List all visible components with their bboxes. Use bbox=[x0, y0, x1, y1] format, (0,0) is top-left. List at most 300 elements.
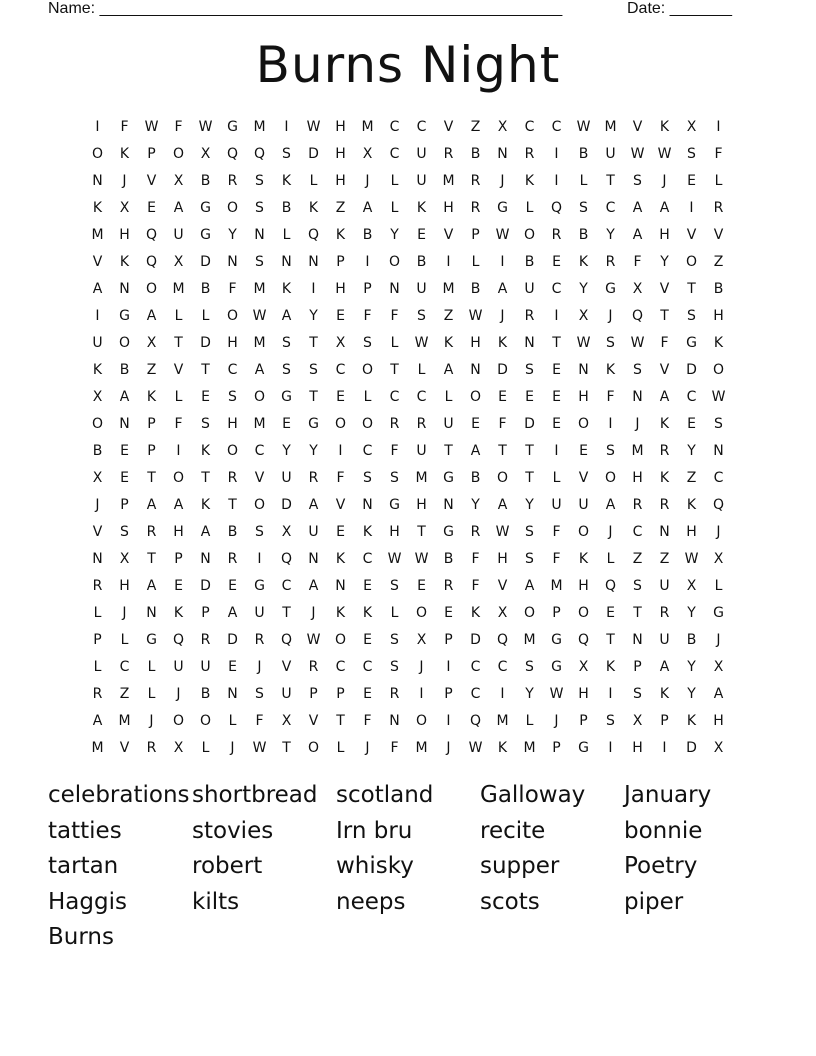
grid-letter: I bbox=[365, 254, 370, 270]
grid-letter: S bbox=[606, 335, 615, 351]
grid-letter: E bbox=[201, 389, 210, 405]
grid-letter: Y bbox=[687, 605, 696, 621]
grid-letter: T bbox=[687, 281, 696, 297]
grid-letter: M bbox=[550, 578, 563, 594]
grid-letter: N bbox=[524, 335, 535, 351]
grid-letter: C bbox=[389, 119, 400, 135]
grid-letter: T bbox=[417, 524, 426, 540]
word-bank-item: piper bbox=[624, 888, 684, 915]
grid-letter: E bbox=[525, 389, 534, 405]
grid-letter: N bbox=[227, 254, 238, 270]
grid-letter: K bbox=[200, 443, 211, 459]
grid-letter: L bbox=[390, 200, 399, 216]
grid-letter: V bbox=[281, 659, 292, 675]
grid-letter: W bbox=[414, 551, 429, 567]
grid-letter: L bbox=[174, 308, 183, 324]
grid-row bbox=[84, 465, 734, 492]
grid-letter: D bbox=[686, 362, 697, 378]
grid-letter: E bbox=[606, 605, 615, 621]
grid-letter: X bbox=[686, 578, 697, 594]
grid-letter: Y bbox=[660, 254, 669, 270]
grid-letter: Y bbox=[579, 281, 588, 297]
grid-letter: J bbox=[149, 713, 154, 729]
grid-letter: C bbox=[362, 659, 373, 675]
grid-row bbox=[84, 384, 734, 411]
word-bank-item: Galloway bbox=[480, 782, 586, 808]
grid-letter: P bbox=[174, 551, 183, 567]
grid-letter: L bbox=[147, 686, 156, 702]
grid-letter: R bbox=[227, 173, 238, 189]
grid-letter: K bbox=[605, 659, 616, 675]
grid-letter: K bbox=[335, 605, 346, 621]
grid-letter: C bbox=[254, 443, 265, 459]
word-bank-item: Burns bbox=[48, 924, 114, 950]
grid-letter: T bbox=[201, 362, 210, 378]
grid-letter: C bbox=[389, 389, 400, 405]
grid-letter: Y bbox=[228, 227, 237, 243]
grid-letter: T bbox=[282, 605, 291, 621]
grid-letter: V bbox=[713, 227, 724, 243]
grid-letter: D bbox=[200, 335, 211, 351]
grid-letter: K bbox=[362, 524, 373, 540]
word-bank-item: scotland bbox=[336, 782, 434, 808]
grid-letter: X bbox=[713, 551, 724, 567]
grid-letter: V bbox=[92, 254, 103, 270]
grid-letter: S bbox=[525, 362, 534, 378]
grid-letter: Q bbox=[280, 551, 293, 567]
grid-letter: L bbox=[444, 389, 453, 405]
grid-letter: J bbox=[716, 632, 721, 648]
grid-letter: P bbox=[309, 686, 318, 702]
grid-letter: E bbox=[579, 443, 588, 459]
grid-letter: A bbox=[659, 389, 670, 405]
grid-letter: W bbox=[252, 308, 267, 324]
word-bank-item: scots bbox=[480, 888, 540, 915]
grid-letter: X bbox=[416, 632, 427, 648]
grid-letter: E bbox=[552, 416, 561, 432]
grid-letter: R bbox=[92, 578, 103, 594]
grid-letter: A bbox=[119, 389, 130, 405]
grid-letter: K bbox=[578, 551, 589, 567]
grid-letter: T bbox=[660, 308, 669, 324]
grid-letter: A bbox=[146, 497, 157, 513]
grid-letter: V bbox=[254, 470, 265, 486]
grid-letter: J bbox=[446, 740, 451, 756]
grid-letter: G bbox=[578, 740, 589, 756]
grid-letter: H bbox=[335, 146, 346, 162]
grid-letter: O bbox=[334, 632, 347, 648]
grid-letter: O bbox=[307, 740, 320, 756]
word-bank-item: robert bbox=[192, 853, 263, 879]
grid-letter: X bbox=[119, 200, 130, 216]
grid-letter: K bbox=[119, 146, 130, 162]
grid-letter: S bbox=[120, 524, 129, 540]
grid-letter: U bbox=[416, 443, 427, 459]
grid-letter: W bbox=[711, 389, 726, 405]
grid-letter: K bbox=[362, 605, 373, 621]
grid-row bbox=[84, 492, 734, 519]
grid-letter: B bbox=[362, 227, 373, 243]
grid-row bbox=[84, 735, 734, 762]
grid-letter: Q bbox=[712, 497, 725, 513]
grid-letter: J bbox=[500, 173, 505, 189]
grid-letter: S bbox=[687, 146, 696, 162]
grid-letter: B bbox=[200, 686, 211, 702]
grid-letter: O bbox=[226, 443, 239, 459]
grid-letter: W bbox=[306, 119, 321, 135]
grid-letter: H bbox=[416, 497, 427, 513]
grid-letter: L bbox=[93, 659, 102, 675]
grid-letter: I bbox=[419, 686, 424, 702]
grid-letter: A bbox=[713, 686, 724, 702]
grid-letter: E bbox=[147, 200, 156, 216]
grid-letter: X bbox=[632, 713, 643, 729]
grid-letter: W bbox=[468, 308, 483, 324]
grid-letter: S bbox=[525, 524, 534, 540]
grid-letter: T bbox=[525, 470, 534, 486]
grid-letter: Q bbox=[604, 578, 617, 594]
grid-letter: S bbox=[606, 713, 615, 729]
word-bank-item: Haggis bbox=[48, 888, 127, 915]
grid-letter: N bbox=[119, 416, 130, 432]
grid-letter: W bbox=[387, 551, 402, 567]
grid-letter: T bbox=[525, 443, 534, 459]
grid-letter: R bbox=[389, 686, 400, 702]
word-bank-item: tartan bbox=[48, 853, 119, 879]
grid-row bbox=[84, 276, 734, 303]
grid-letter: S bbox=[390, 659, 399, 675]
grid-letter: N bbox=[200, 551, 211, 567]
grid-letter: P bbox=[444, 686, 453, 702]
word-bank-item: supper bbox=[480, 853, 560, 879]
grid-letter: D bbox=[308, 146, 319, 162]
grid-letter: N bbox=[281, 254, 292, 270]
grid-letter: X bbox=[362, 146, 373, 162]
grid-letter: U bbox=[416, 281, 427, 297]
grid-letter: O bbox=[469, 389, 482, 405]
grid-letter: I bbox=[446, 254, 451, 270]
grid-letter: M bbox=[631, 443, 644, 459]
grid-letter: J bbox=[95, 497, 100, 513]
grid-letter: X bbox=[686, 119, 697, 135]
grid-letter: N bbox=[578, 362, 589, 378]
grid-letter: I bbox=[608, 686, 613, 702]
grid-letter: H bbox=[470, 335, 481, 351]
grid-letter: H bbox=[578, 686, 589, 702]
grid-letter: L bbox=[390, 173, 399, 189]
grid-letter: O bbox=[253, 389, 266, 405]
grid-letter: L bbox=[93, 605, 102, 621]
grid-letter: E bbox=[417, 578, 426, 594]
grid-letter: Y bbox=[309, 443, 318, 459]
grid-letter: K bbox=[146, 389, 157, 405]
grid-letter: P bbox=[336, 254, 345, 270]
grid-letter: V bbox=[632, 119, 643, 135]
grid-letter: M bbox=[442, 173, 455, 189]
grid-letter: X bbox=[578, 308, 589, 324]
grid-letter: F bbox=[390, 443, 399, 459]
grid-letter: X bbox=[92, 470, 103, 486]
word-bank-item: tatties bbox=[48, 817, 122, 844]
grid-letter: R bbox=[659, 605, 670, 621]
grid-letter: K bbox=[686, 713, 697, 729]
grid-letter: U bbox=[416, 146, 427, 162]
grid-letter: L bbox=[120, 632, 129, 648]
grid-letter: X bbox=[713, 740, 724, 756]
grid-letter: P bbox=[93, 632, 102, 648]
grid-letter: I bbox=[554, 173, 559, 189]
grid-letter: F bbox=[390, 740, 399, 756]
grid-letter: L bbox=[579, 173, 588, 189]
grid-letter: N bbox=[335, 578, 346, 594]
grid-letter: W bbox=[468, 740, 483, 756]
grid-letter: V bbox=[443, 119, 454, 135]
grid-letter: X bbox=[713, 659, 724, 675]
word-bank-item: recite bbox=[480, 817, 546, 844]
grid-letter: N bbox=[713, 443, 724, 459]
grid-letter: H bbox=[335, 173, 346, 189]
grid-letter: F bbox=[120, 119, 129, 135]
grid-row bbox=[84, 654, 734, 681]
grid-letter: Y bbox=[309, 308, 318, 324]
grid-letter: N bbox=[308, 551, 319, 567]
grid-letter: K bbox=[524, 173, 535, 189]
grid-letter: A bbox=[497, 497, 508, 513]
grid-letter: H bbox=[443, 200, 454, 216]
grid-letter: O bbox=[253, 497, 266, 513]
grid-letter: P bbox=[147, 146, 156, 162]
grid-letter: H bbox=[119, 227, 130, 243]
grid-letter: R bbox=[443, 146, 454, 162]
grid-letter: O bbox=[388, 254, 401, 270]
grid-letter: C bbox=[227, 362, 238, 378]
grid-letter: A bbox=[632, 227, 643, 243]
grid-letter: O bbox=[199, 713, 212, 729]
grid-letter: F bbox=[228, 281, 237, 297]
grid-letter: A bbox=[443, 362, 454, 378]
grid-letter: G bbox=[146, 632, 157, 648]
grid-letter: K bbox=[659, 416, 670, 432]
grid-letter: T bbox=[228, 497, 237, 513]
grid-letter: Y bbox=[390, 227, 399, 243]
grid-letter: T bbox=[282, 740, 291, 756]
grid-letter: Y bbox=[687, 686, 696, 702]
grid-letter: W bbox=[252, 740, 267, 756]
grid-letter: V bbox=[686, 227, 697, 243]
grid-letter: C bbox=[686, 389, 697, 405]
grid-letter: J bbox=[257, 659, 262, 675]
grid-letter: C bbox=[524, 119, 535, 135]
grid-letter: N bbox=[146, 605, 157, 621]
grid-letter: J bbox=[230, 740, 235, 756]
grid-letter: N bbox=[254, 227, 265, 243]
grid-letter: W bbox=[630, 146, 645, 162]
grid-letter: O bbox=[91, 416, 104, 432]
grid-letter: D bbox=[497, 362, 508, 378]
grid-letter: X bbox=[173, 254, 184, 270]
grid-letter: O bbox=[172, 713, 185, 729]
grid-letter: C bbox=[335, 659, 346, 675]
grid-letter: I bbox=[554, 443, 559, 459]
word-bank-item: stovies bbox=[192, 817, 274, 844]
grid-letter: H bbox=[119, 578, 130, 594]
word-bank-item: neeps bbox=[336, 888, 406, 915]
grid-letter: Z bbox=[335, 200, 346, 216]
grid-letter: H bbox=[497, 551, 508, 567]
grid-letter: B bbox=[227, 524, 238, 540]
grid-letter: O bbox=[172, 146, 185, 162]
grid-letter: P bbox=[633, 659, 642, 675]
grid-letter: B bbox=[92, 443, 103, 459]
grid-letter: S bbox=[390, 578, 399, 594]
grid-letter: J bbox=[716, 524, 721, 540]
grid-letter: V bbox=[497, 578, 508, 594]
grid-letter: X bbox=[92, 389, 103, 405]
grid-letter: K bbox=[470, 605, 481, 621]
grid-letter: I bbox=[446, 659, 451, 675]
grid-letter: A bbox=[146, 578, 157, 594]
grid-letter: U bbox=[605, 146, 616, 162]
grid-letter: V bbox=[92, 524, 103, 540]
grid-letter: G bbox=[497, 200, 508, 216]
grid-letter: M bbox=[442, 281, 455, 297]
grid-letter: W bbox=[414, 335, 429, 351]
grid-letter: L bbox=[714, 578, 723, 594]
grid-letter: E bbox=[363, 632, 372, 648]
grid-row bbox=[84, 438, 734, 465]
grid-letter: O bbox=[91, 146, 104, 162]
grid-letter: S bbox=[282, 335, 291, 351]
grid-letter: E bbox=[687, 416, 696, 432]
grid-letter: S bbox=[417, 308, 426, 324]
grid-letter: F bbox=[363, 308, 372, 324]
grid-letter: G bbox=[119, 308, 130, 324]
grid-letter: D bbox=[281, 497, 292, 513]
grid-letter: L bbox=[552, 470, 561, 486]
grid-letter: Q bbox=[172, 632, 185, 648]
grid-row bbox=[84, 303, 734, 330]
grid-row bbox=[84, 168, 734, 195]
grid-row bbox=[84, 195, 734, 222]
grid-letter: E bbox=[417, 227, 426, 243]
grid-letter: M bbox=[253, 416, 266, 432]
grid-letter: S bbox=[255, 254, 264, 270]
word-search-grid bbox=[84, 114, 734, 762]
page-title: Burns Night bbox=[255, 36, 561, 94]
grid-letter: U bbox=[659, 632, 670, 648]
grid-letter: R bbox=[524, 308, 535, 324]
grid-letter: O bbox=[415, 605, 428, 621]
grid-letter: S bbox=[525, 551, 534, 567]
grid-letter: K bbox=[659, 470, 670, 486]
grid-letter: N bbox=[443, 497, 454, 513]
grid-letter: Y bbox=[687, 443, 696, 459]
grid-letter: T bbox=[147, 551, 156, 567]
grid-letter: O bbox=[577, 416, 590, 432]
grid-letter: F bbox=[255, 713, 264, 729]
grid-letter: G bbox=[227, 119, 238, 135]
grid-letter: M bbox=[253, 119, 266, 135]
grid-letter: X bbox=[497, 119, 508, 135]
grid-letter: U bbox=[281, 470, 292, 486]
grid-letter: A bbox=[497, 281, 508, 297]
grid-letter: I bbox=[554, 146, 559, 162]
grid-letter: L bbox=[147, 659, 156, 675]
grid-letter: K bbox=[497, 740, 508, 756]
grid-letter: R bbox=[659, 443, 670, 459]
grid-letter: V bbox=[119, 740, 130, 756]
grid-letter: G bbox=[254, 578, 265, 594]
grid-letter: T bbox=[174, 335, 183, 351]
grid-letter: K bbox=[578, 254, 589, 270]
grid-letter: F bbox=[174, 416, 183, 432]
grid-letter: R bbox=[146, 740, 157, 756]
grid-letter: S bbox=[633, 362, 642, 378]
grid-letter: Z bbox=[470, 119, 481, 135]
grid-letter: C bbox=[497, 659, 508, 675]
grid-letter: M bbox=[604, 119, 617, 135]
grid-letter: X bbox=[281, 524, 292, 540]
grid-letter: J bbox=[365, 740, 370, 756]
grid-letter: I bbox=[500, 686, 505, 702]
grid-letter: V bbox=[173, 362, 184, 378]
grid-letter: E bbox=[120, 470, 129, 486]
grid-letter: V bbox=[443, 227, 454, 243]
grid-letter: A bbox=[92, 713, 103, 729]
grid-letter: H bbox=[227, 416, 238, 432]
grid-letter: R bbox=[470, 173, 481, 189]
grid-letter: O bbox=[145, 281, 158, 297]
grid-letter: L bbox=[525, 200, 534, 216]
grid-letter: N bbox=[659, 524, 670, 540]
grid-letter: U bbox=[254, 605, 265, 621]
grid-letter: E bbox=[471, 416, 480, 432]
grid-letter: S bbox=[606, 443, 615, 459]
grid-letter: T bbox=[606, 173, 615, 189]
grid-letter: I bbox=[95, 119, 100, 135]
grid-letter: Q bbox=[469, 713, 482, 729]
grid-letter: S bbox=[363, 335, 372, 351]
grid-letter: C bbox=[416, 119, 427, 135]
grid-letter: H bbox=[335, 281, 346, 297]
grid-letter: S bbox=[255, 173, 264, 189]
grid-letter: I bbox=[95, 308, 100, 324]
grid-letter: J bbox=[311, 605, 316, 621]
grid-letter: J bbox=[635, 416, 640, 432]
grid-letter: Q bbox=[280, 632, 293, 648]
grid-letter: U bbox=[92, 335, 103, 351]
grid-letter: N bbox=[308, 254, 319, 270]
grid-letter: H bbox=[227, 335, 238, 351]
grid-letter: A bbox=[146, 308, 157, 324]
grid-letter: C bbox=[362, 443, 373, 459]
grid-letter: S bbox=[255, 524, 264, 540]
grid-letter: H bbox=[632, 740, 643, 756]
grid-letter: Q bbox=[307, 227, 320, 243]
grid-letter: F bbox=[633, 254, 642, 270]
grid-letter: E bbox=[336, 308, 345, 324]
grid-row bbox=[84, 249, 734, 276]
grid-letter: F bbox=[714, 146, 723, 162]
grid-letter: S bbox=[255, 686, 264, 702]
grid-letter: Z bbox=[632, 551, 643, 567]
grid-letter: P bbox=[552, 605, 561, 621]
grid-letter: M bbox=[91, 740, 104, 756]
grid-letter: E bbox=[363, 578, 372, 594]
grid-letter: E bbox=[336, 524, 345, 540]
word-bank-item: shortbread bbox=[192, 782, 318, 808]
grid-letter: Z bbox=[146, 362, 157, 378]
